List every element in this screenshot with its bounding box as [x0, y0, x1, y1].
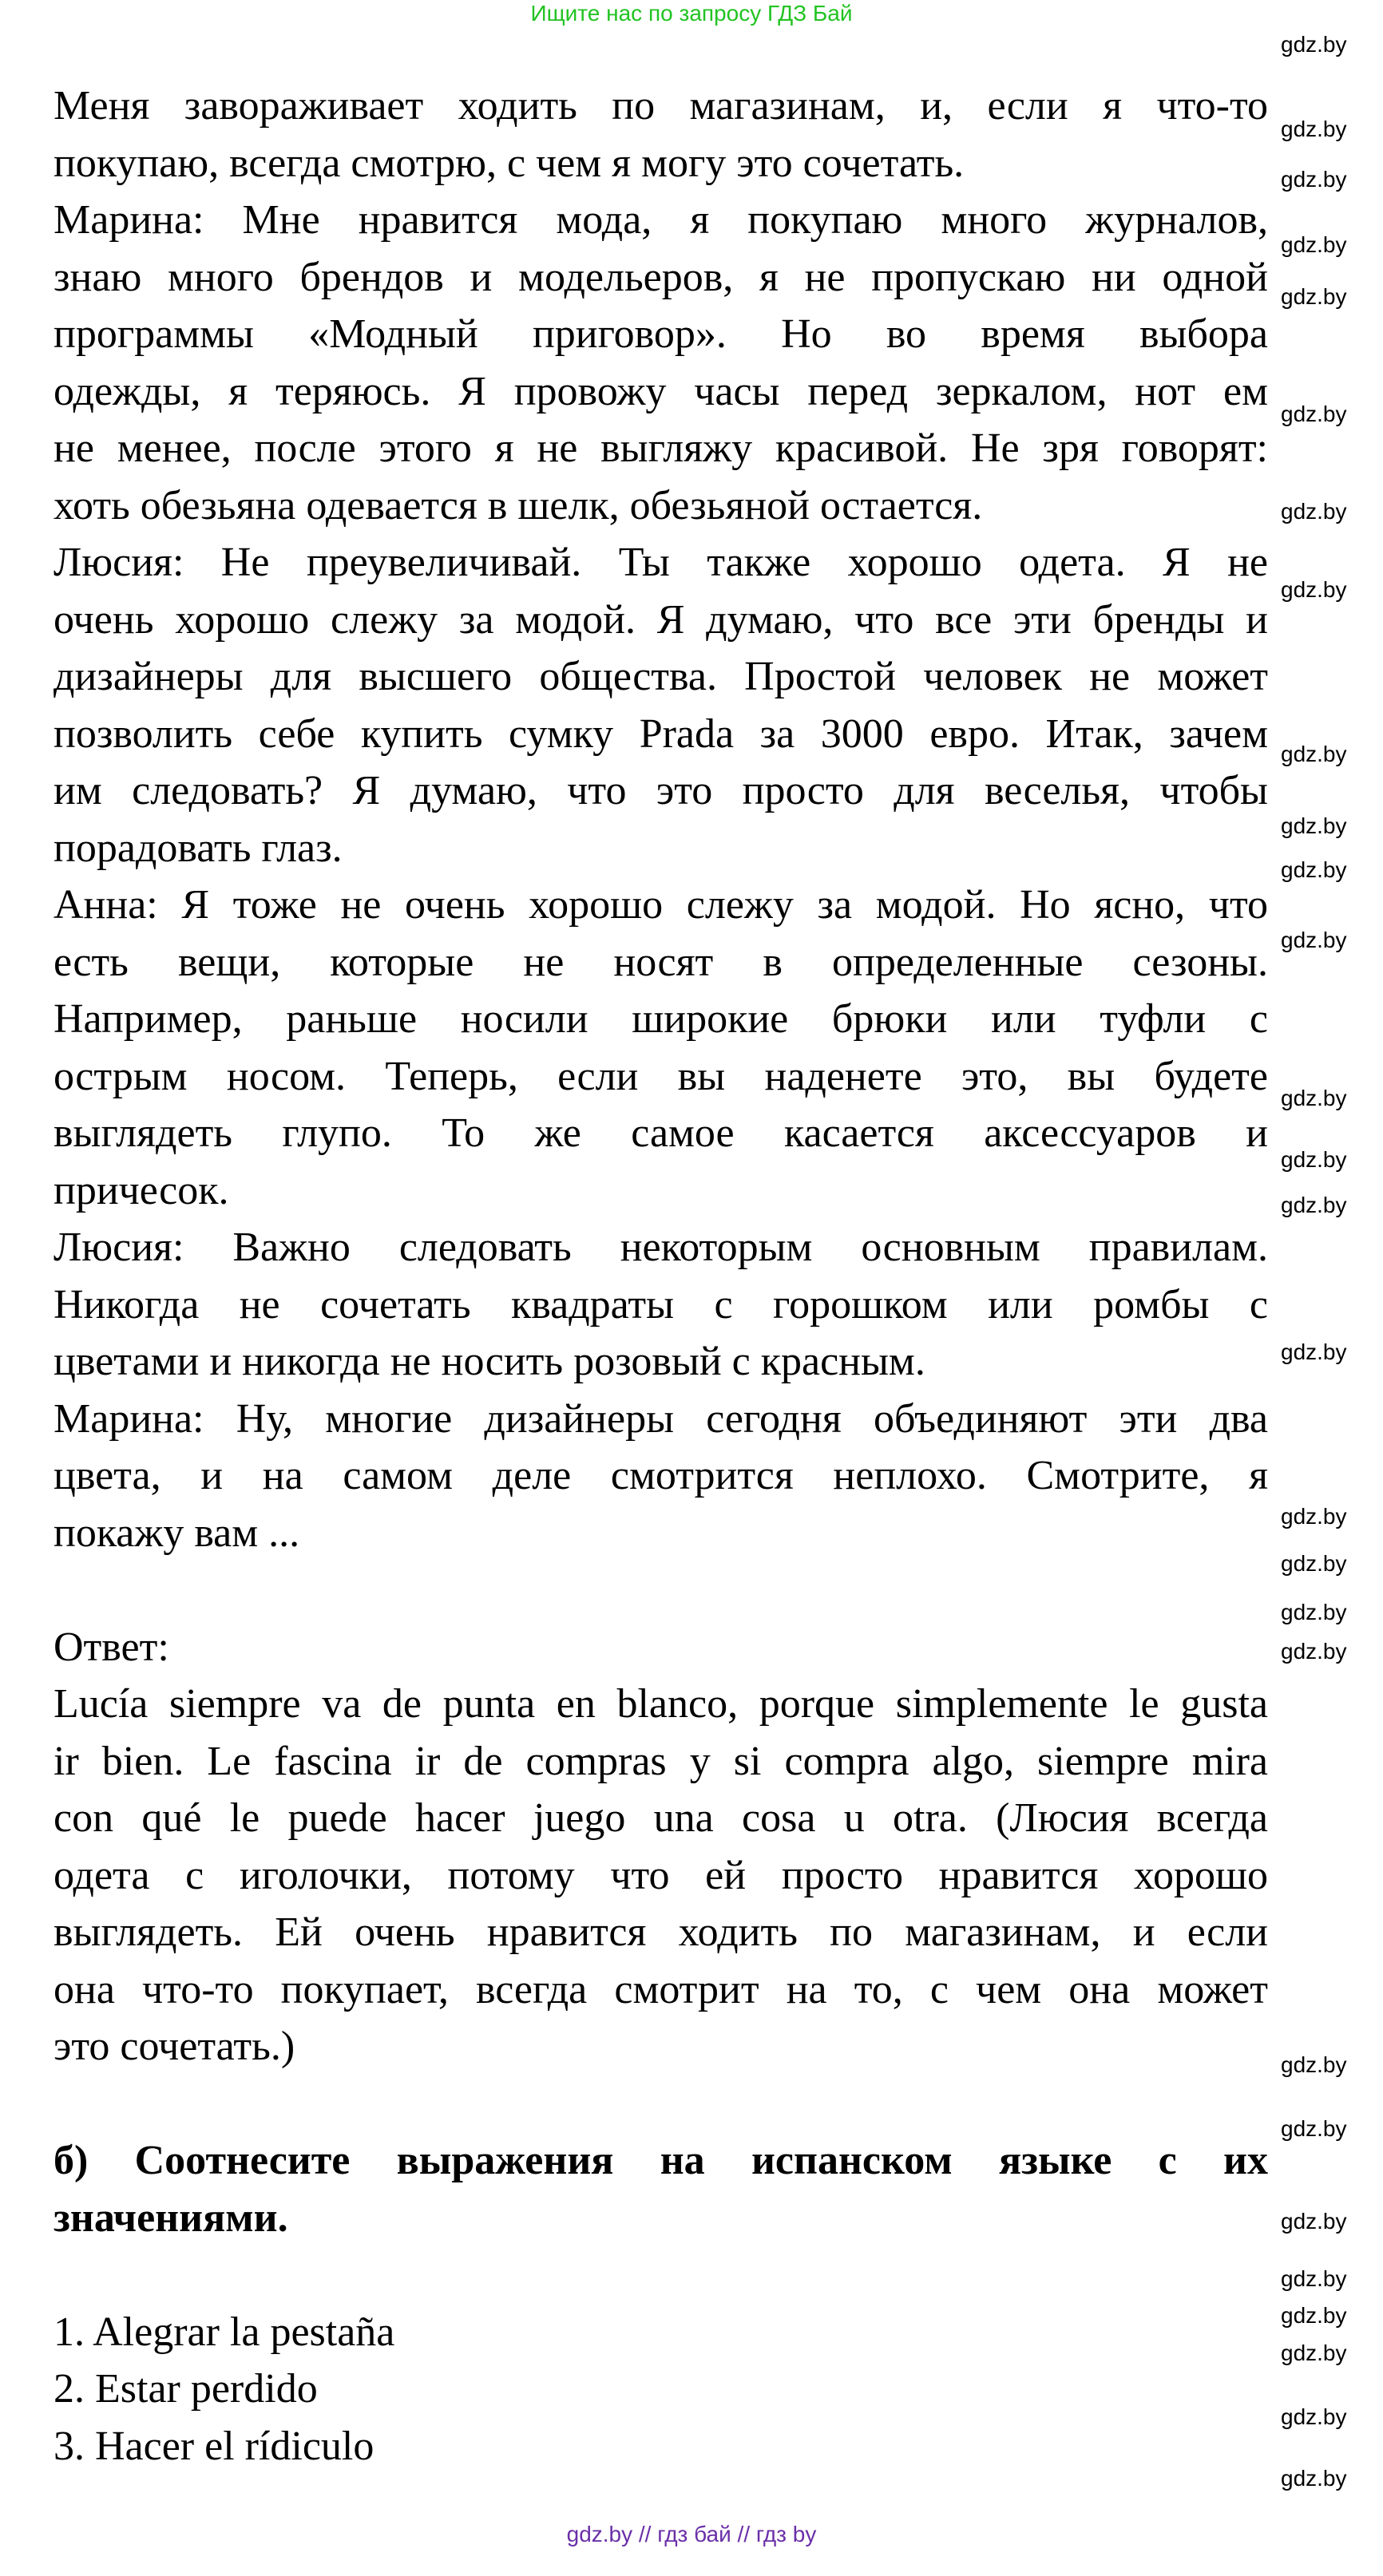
- watermark: gdz.by: [1281, 2303, 1347, 2328]
- text-line: покупаю, всегда смотрю, с чем я могу это сочетать.: [53, 140, 965, 186]
- text-line: покажу вам ...: [53, 1510, 300, 1556]
- watermark: gdz.by: [1281, 577, 1347, 602]
- document-body: [53, 77, 1268, 2475]
- text-line: острым носом. Теперь, если вы наденете это, вы будете: [53, 1053, 1268, 1099]
- watermark: gdz.by: [1281, 2466, 1347, 2491]
- footer-links: gdz.by // гдз бай // гдз by: [566, 2522, 817, 2546]
- task-heading-line: значениями.: [53, 2194, 288, 2241]
- text-line: Марина: Ну, многие дизайнеры сегодня объединяют эти два: [53, 1395, 1268, 1442]
- text-line: цвета, и на самом деле смотрится неплохо. Смотрите, я: [53, 1453, 1268, 1498]
- text-line: знаю много брендов и модельеров, я не пропускаю ни одной: [53, 254, 1268, 300]
- text-line: 2. Estar perdido: [53, 2366, 318, 2412]
- text-line: очень хорошо слежу за модой. Я думаю, что все эти бренды и: [53, 596, 1268, 643]
- blank-line: [53, 2246, 1268, 2304]
- text-line: хоть обезьяна одевается в шелк, обезьяной остается.: [53, 482, 983, 528]
- watermark: gdz.by: [1281, 2266, 1347, 2291]
- watermark: gdz.by: [1281, 2404, 1347, 2429]
- text-line: Например, раньше носили широкие брюки или туфли с: [53, 996, 1268, 1042]
- watermark: gdz.by: [1281, 1339, 1347, 1364]
- text-line: выглядеть глупо. То же самое касается аксессуаров и: [53, 1110, 1268, 1156]
- watermark: gdz.by: [1281, 32, 1347, 57]
- watermark: gdz.by: [1281, 117, 1347, 141]
- watermark: gdz.by: [1281, 284, 1347, 309]
- text-line: Ответ:: [53, 1624, 169, 1670]
- watermark: gdz.by: [1281, 1147, 1347, 1172]
- watermark: gdz.by: [1281, 928, 1347, 952]
- text-line: Люсия: Не преувеличивай. Ты также хорошо одета. Я не: [53, 540, 1268, 585]
- watermark: gdz.by: [1281, 1551, 1347, 1576]
- text-line: Lucía siempre va de punta en blanco, porque simplemente le gusta: [53, 1681, 1268, 1727]
- watermark: gdz.by: [1281, 1086, 1347, 1110]
- watermark: gdz.by: [1281, 2341, 1347, 2365]
- text-line: ir bien. Le fascina ir de compras y si compra algo, siempre mira: [53, 1738, 1268, 1784]
- blank-line: [53, 1561, 1268, 1619]
- watermark: gdz.by: [1281, 813, 1347, 838]
- watermark: gdz.by: [1281, 499, 1347, 524]
- watermark: gdz.by: [1281, 857, 1347, 882]
- watermark: gdz.by: [1281, 1504, 1347, 1529]
- text-line: одежды, я теряюсь. Я провожу часы перед зеркалом, нот ем: [53, 368, 1268, 414]
- text-line: есть вещи, которые не носят в определенные сезоны.: [53, 939, 1268, 985]
- text-line: им следовать? Я думаю, что это просто для веселья, чтобы: [53, 768, 1268, 813]
- text-line: причесок.: [53, 1167, 229, 1213]
- text-line: дизайнеры для высшего общества. Простой человек не может: [53, 654, 1268, 699]
- watermark: gdz.by: [1281, 2052, 1347, 2077]
- watermark: gdz.by: [1281, 742, 1347, 766]
- text-line: Марина: Мне нравится мода, я покупаю много журналов,: [53, 197, 1268, 243]
- text-line: программы «Модный приговор». Но во время выбора: [53, 311, 1268, 357]
- text-line: выглядеть. Ей очень нравится ходить по магазинам, и если: [53, 1909, 1268, 1955]
- watermark: gdz.by: [1281, 2116, 1347, 2141]
- text-line: Анна: Я тоже не очень хорошо слежу за модой. Но ясно, что: [53, 882, 1268, 928]
- text-line: Никогда не сочетать квадраты с горошком или ромбы с: [53, 1281, 1268, 1328]
- text-line: 3. Hacer el rídiculo: [53, 2423, 374, 2469]
- watermark: gdz.by: [1281, 1600, 1347, 1624]
- blank-line: [53, 2075, 1268, 2133]
- watermark: gdz.by: [1281, 1193, 1347, 1217]
- watermark: gdz.by: [1281, 2209, 1347, 2234]
- text-line: позволить себе купить сумку Prada за 3000 евро. Итак, зачем: [53, 710, 1268, 757]
- watermark: gdz.by: [1281, 402, 1347, 426]
- text-line: не менее, после этого я не выгляжу красивой. Не зря говорят:: [53, 425, 1268, 471]
- search-banner: Ищите нас по запросу ГДЗ Бай: [530, 1, 853, 26]
- text-line: она что-то покупает, всегда смотрит на то, с чем она может: [53, 1966, 1268, 2012]
- text-line: 1. Alegrar la pestaña: [53, 2309, 395, 2355]
- text-line: цветами и никогда не носить розовый с красным.: [53, 1339, 925, 1384]
- text-line: Люсия: Важно следовать некоторым основным правилам.: [53, 1225, 1268, 1270]
- text-line: одета с иголочки, потому что ей просто нравится хорошо: [53, 1852, 1268, 1898]
- text-line: con qué le puede hacer juego una cosa u otra. (Люсия всегда: [53, 1795, 1268, 1841]
- task-heading-line: б) Соотнесите выражения на испанском языке с их: [53, 2138, 1268, 2183]
- watermark: gdz.by: [1281, 167, 1347, 192]
- text-line: Меня завораживает ходить по магазинам, и, если я что-то: [53, 83, 1268, 129]
- watermark: gdz.by: [1281, 1639, 1347, 1664]
- text-line: порадовать глаз.: [53, 825, 343, 871]
- text-line: это сочетать.): [53, 2024, 295, 2069]
- watermark: gdz.by: [1281, 232, 1347, 257]
